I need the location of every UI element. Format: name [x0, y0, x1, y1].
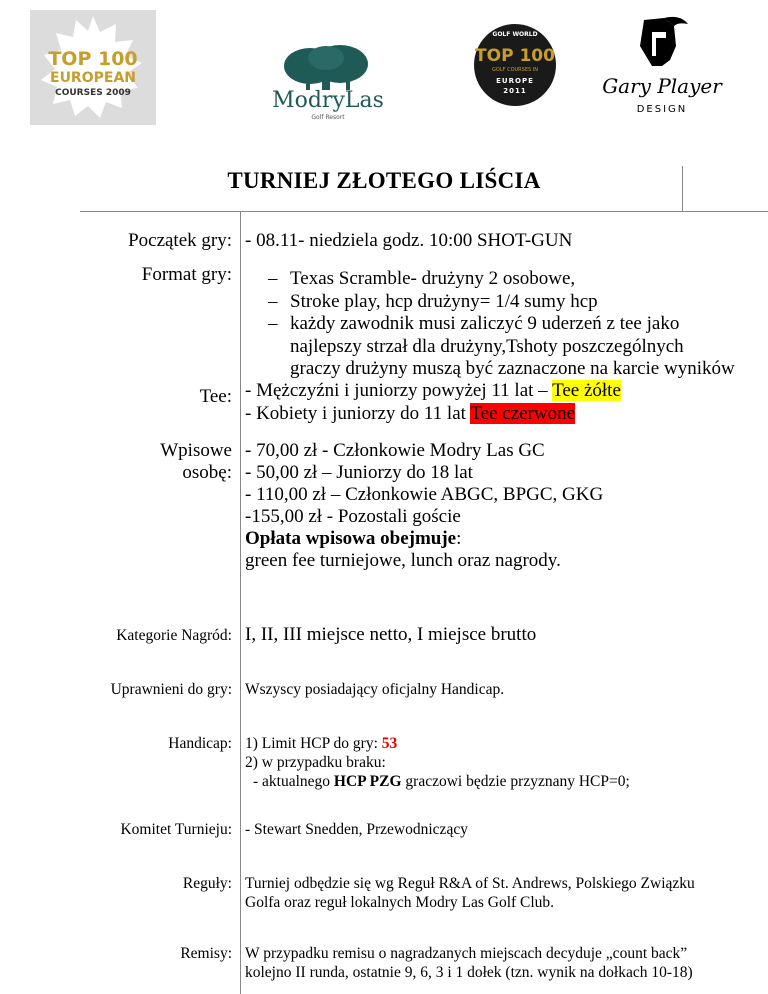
- eligible-value: Wszyscy posiadający oficjalny Handicap.: [245, 681, 505, 698]
- fee-label-1: Wpisowe: [160, 440, 232, 461]
- committee-label: Komitet Turnieju:: [120, 821, 232, 838]
- start-value: - 08.11- niedziela godz. 10:00 SHOT-GUN: [245, 230, 573, 251]
- tree-icon: [262, 44, 394, 94]
- tee-line-1: [245, 380, 621, 403]
- fee-includes-heading: [245, 528, 461, 551]
- tee-line-2: [245, 403, 575, 426]
- gary-player-sub: DESIGN: [636, 104, 688, 115]
- start-label: Początek gry:: [128, 230, 232, 251]
- handicap-hcp-pzg: HCP PZG: [333, 773, 402, 790]
- fee-includes-value: green fee turniejowe, lunch oraz nagrody.: [245, 550, 561, 571]
- handicap-line-3: [253, 772, 630, 791]
- top100-2009-line3: COURSES 2009: [55, 88, 131, 98]
- fee-line-3: - 110,00 zł – Członkowie ABGC, BPGC, GKG: [245, 484, 604, 505]
- gary-player-logo: [592, 16, 732, 124]
- list-item-continuation: graczy drużyny muszą być zaznaczone na karcie wyników: [290, 358, 735, 379]
- fee-label-2: osobę:: [182, 462, 232, 483]
- list-item: – Stroke play, hcp drużyny= 1/4 sumy hcp: [268, 290, 598, 312]
- top100-2011-line4: 2011: [503, 87, 527, 95]
- handicap-limit-value: 53: [381, 735, 398, 752]
- rules-line-2: Golfa oraz reguł lokalnych Modry Las Golf Club.: [245, 894, 555, 911]
- list-item: – Texas Scramble- drużyny 2 osobowe,: [268, 268, 576, 289]
- top100-2011-line3: EUROPE: [496, 77, 534, 85]
- fee-includes-colon: :: [456, 528, 462, 549]
- handicap-line-3a: - aktualnego: [253, 773, 334, 790]
- eligible-label: Uprawnieni do gry:: [110, 681, 232, 698]
- handicap-label: Handicap:: [168, 735, 232, 752]
- tee-label: Tee:: [199, 386, 232, 407]
- ties-label: Remisy:: [180, 945, 232, 962]
- prizes-label: Kategorie Nagród:: [116, 627, 232, 644]
- handicap-limit-text: 1) Limit HCP do gry:: [245, 735, 382, 752]
- top100-2009-logo: [30, 10, 156, 125]
- tee-line-2-text: - Kobiety i juniorzy do 11 lat: [245, 403, 471, 424]
- gary-player-name: Gary Player: [602, 74, 722, 98]
- fee-includes-label: Opłata wpisowa obejmuje: [245, 528, 457, 549]
- prizes-value: I, II, III miejsce netto, I miejsce brutto: [245, 624, 537, 645]
- ties-line-2: kolejno II runda, ostatnie 9, 6, 3 i 1 dołek (tzn. wynik na dołkach 10-18): [245, 964, 693, 981]
- fee-line-4: -155,00 zł - Pozostali goście: [245, 506, 461, 527]
- handicap-line-1: [245, 734, 397, 753]
- rules-line-1: Turniej odbędzie się wg Reguł R&A of St. Andrews, Polskiego Związku: [245, 875, 695, 892]
- ties-line-1: W przypadku remisu o nagradzanych miejscach decyduje „count back”: [245, 945, 688, 962]
- top100-2009-line1: TOP 100: [48, 48, 138, 70]
- tee-yellow-badge: Tee żółte: [552, 380, 621, 401]
- column-divider: [240, 212, 241, 994]
- page-title: TURNIEJ ZŁOTEGO LIŚCIA: [227, 168, 541, 193]
- handicap-line-2: 2) w przypadku braku:: [245, 754, 386, 771]
- committee-value: - Stewart Snedden, Przewodniczący: [245, 821, 468, 838]
- helmet-icon: [592, 16, 732, 72]
- modrylas-logo: [262, 44, 394, 124]
- format-label: Format gry:: [141, 264, 232, 285]
- top100-2011-line2: GOLF COURSES IN: [492, 67, 538, 73]
- top100-2011-logo: [474, 24, 556, 106]
- tee-line-1-text: - Mężczyźni i juniorzy powyżej 11 lat –: [245, 380, 553, 401]
- format-list: [245, 268, 735, 381]
- top100-2009-line2: EUROPEAN: [50, 70, 136, 86]
- fee-line-1: - 70,00 zł - Członkowie Modry Las GC: [245, 440, 545, 461]
- handicap-line-3c: graczowi będzie przyznany HCP=0;: [401, 773, 630, 790]
- title-vertical-divider: [682, 166, 683, 212]
- tee-red-badge: Tee czerwone: [470, 403, 576, 424]
- list-item-continuation: najlepszy strzał dla drużyny,Tshoty poszczególnych: [290, 335, 684, 357]
- list-item: – każdy zawodnik musi zaliczyć 9 uderzeń z tee jako: [268, 313, 680, 334]
- rules-label: Reguły:: [182, 875, 232, 892]
- modrylas-name: ModryLas: [272, 88, 384, 113]
- fee-line-2: - 50,00 zł – Juniorzy do 18 lat: [245, 462, 473, 483]
- top100-2011-top: GOLF WORLD: [492, 31, 538, 38]
- modrylas-sub: Golf Resort: [311, 114, 345, 121]
- top100-2011-line1: TOP 100: [475, 46, 555, 66]
- title-horizontal-divider: [80, 211, 768, 212]
